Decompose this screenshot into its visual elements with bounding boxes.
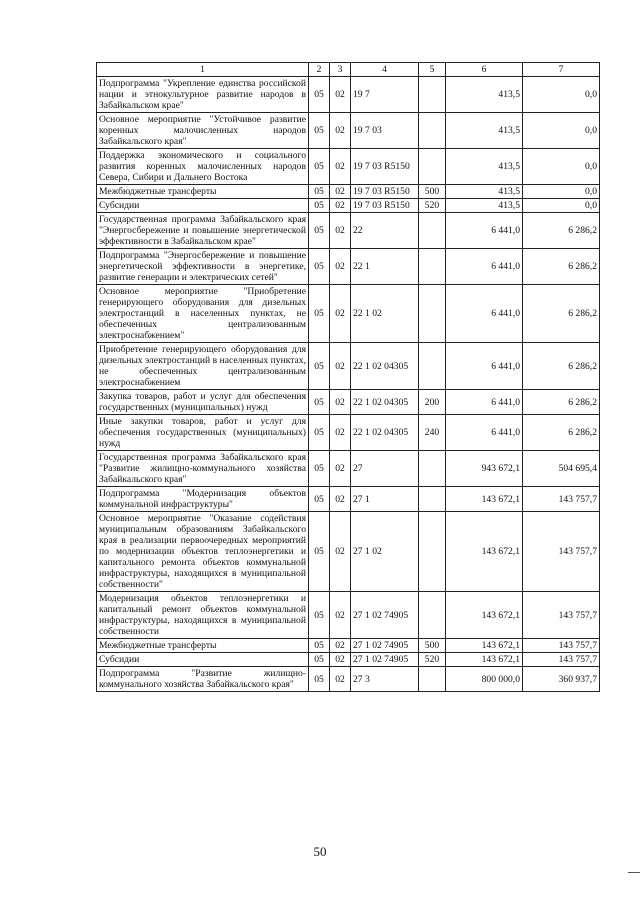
section-cell: 05 xyxy=(309,113,330,149)
section-cell: 05 xyxy=(309,653,330,667)
row-name-cell: Основное мероприятие "Оказание содействия муниципальным образованиям Забайкальского края в реализации первоочередных мероприятий по модернизации объектов теплоэнергетики и капитального ремонта объектов коммунальной инфраструктуры, находящихся в муниципальной собственности" xyxy=(97,512,309,592)
table-row xyxy=(97,512,600,592)
row-name-cell: Субсидии xyxy=(97,653,309,667)
table-row xyxy=(97,199,600,213)
target-article-cell: 27 1 02 74905 xyxy=(351,592,419,639)
amount-cell: 6 286,2 xyxy=(523,285,600,343)
expense-type-cell xyxy=(419,249,446,285)
expense-type-cell xyxy=(419,113,446,149)
target-article-cell: 27 1 02 xyxy=(351,512,419,592)
amount-cell: 0,0 xyxy=(523,199,600,213)
expense-type-cell xyxy=(419,512,446,592)
amount-cell: 6 286,2 xyxy=(523,415,600,451)
amount-cell: 800 000,0 xyxy=(446,667,523,692)
row-name-cell: Подпрограмма "Укрепление единства российской нации и этнокультурное развитие народов в Забайкальском крае" xyxy=(97,77,309,113)
target-article-cell: 27 1 02 74905 xyxy=(351,639,419,653)
row-name-cell: Субсидии xyxy=(97,199,309,213)
subsection-cell: 02 xyxy=(330,667,351,692)
row-name-cell: Межбюджетные трансферты xyxy=(97,639,309,653)
table-row xyxy=(97,487,600,512)
amount-cell: 6 441,0 xyxy=(446,343,523,390)
expense-type-cell: 200 xyxy=(419,390,446,415)
target-article-cell: 27 1 02 74905 xyxy=(351,653,419,667)
amount-cell: 413,5 xyxy=(446,185,523,199)
amount-cell: 413,5 xyxy=(446,149,523,185)
target-article-cell: 19 7 xyxy=(351,77,419,113)
amount-cell: 413,5 xyxy=(446,113,523,149)
target-article-cell: 19 7 03 R5150 xyxy=(351,149,419,185)
expense-type-cell: 500 xyxy=(419,185,446,199)
column-header: 7 xyxy=(523,63,600,77)
row-name-cell: Закупка товаров, работ и услуг для обеспечения государственных (муниципальных) нужд xyxy=(97,390,309,415)
subsection-cell: 02 xyxy=(330,149,351,185)
section-cell: 05 xyxy=(309,213,330,249)
edge-mark xyxy=(628,872,640,873)
amount-cell: 143 757,7 xyxy=(523,592,600,639)
table-row xyxy=(97,249,600,285)
section-cell: 05 xyxy=(309,343,330,390)
expense-type-cell xyxy=(419,149,446,185)
amount-cell: 0,0 xyxy=(523,77,600,113)
column-header: 1 xyxy=(97,63,309,77)
section-cell: 05 xyxy=(309,77,330,113)
section-cell: 05 xyxy=(309,185,330,199)
expense-type-cell xyxy=(419,213,446,249)
subsection-cell: 02 xyxy=(330,487,351,512)
row-name-cell: Государственная программа Забайкальского края "Энергосбережение и повышение энергетической эффективности в Забайкальском крае" xyxy=(97,213,309,249)
subsection-cell: 02 xyxy=(330,639,351,653)
expense-type-cell xyxy=(419,487,446,512)
amount-cell: 6 286,2 xyxy=(523,390,600,415)
subsection-cell: 02 xyxy=(330,451,351,487)
amount-cell: 143 757,7 xyxy=(523,639,600,653)
section-cell: 05 xyxy=(309,149,330,185)
column-header: 3 xyxy=(330,63,351,77)
target-article-cell: 27 3 xyxy=(351,667,419,692)
amount-cell: 0,0 xyxy=(523,113,600,149)
subsection-cell: 02 xyxy=(330,343,351,390)
column-header: 5 xyxy=(419,63,446,77)
section-cell: 05 xyxy=(309,415,330,451)
amount-cell: 0,0 xyxy=(523,185,600,199)
row-name-cell: Государственная программа Забайкальского края "Развитие жилищно-коммунального хозяйства Забайкальского края" xyxy=(97,451,309,487)
amount-cell: 143 672,1 xyxy=(446,512,523,592)
section-cell: 05 xyxy=(309,451,330,487)
target-article-cell: 22 1 02 04305 xyxy=(351,415,419,451)
subsection-cell: 02 xyxy=(330,199,351,213)
target-article-cell: 22 1 02 04305 xyxy=(351,343,419,390)
table-row xyxy=(97,639,600,653)
amount-cell: 6 441,0 xyxy=(446,249,523,285)
amount-cell: 6 441,0 xyxy=(446,285,523,343)
section-cell: 05 xyxy=(309,512,330,592)
row-name-cell: Модернизация объектов теплоэнергетики и капитальный ремонт объектов коммунальной инфраструктуры, находящихся в муниципальной собственности xyxy=(97,592,309,639)
amount-cell: 0,0 xyxy=(523,149,600,185)
target-article-cell: 27 xyxy=(351,451,419,487)
amount-cell: 143 672,1 xyxy=(446,653,523,667)
amount-cell: 6 286,2 xyxy=(523,213,600,249)
row-name-cell: Подпрограмма "Энергосбережение и повышение энергетической эффективности в энергетике, развитие генерации и электрических сетей" xyxy=(97,249,309,285)
row-name-cell: Подпрограмма "Модернизация объектов коммунальной инфраструктуры" xyxy=(97,487,309,512)
expense-type-cell xyxy=(419,343,446,390)
target-article-cell: 19 7 03 R5150 xyxy=(351,185,419,199)
row-name-cell: Поддержка экономического и социального развития коренных малочисленных народов Севера, Сибири и Дальнего Востока xyxy=(97,149,309,185)
target-article-cell: 22 1 02 04305 xyxy=(351,390,419,415)
target-article-cell: 19 7 03 xyxy=(351,113,419,149)
row-name-cell: Межбюджетные трансферты xyxy=(97,185,309,199)
table-body xyxy=(97,77,600,692)
target-article-cell: 27 1 xyxy=(351,487,419,512)
subsection-cell: 02 xyxy=(330,213,351,249)
table-row xyxy=(97,415,600,451)
target-article-cell: 19 7 03 R5150 xyxy=(351,199,419,213)
subsection-cell: 02 xyxy=(330,285,351,343)
row-name-cell: Основное мероприятие "Приобретение генерирующего оборудования для дизельных электростанций в населенных пунктах, не обеспеченных централизованным электроснабжением" xyxy=(97,285,309,343)
amount-cell: 6 441,0 xyxy=(446,390,523,415)
budget-table xyxy=(96,62,600,692)
section-cell: 05 xyxy=(309,667,330,692)
table-row xyxy=(97,343,600,390)
section-cell: 05 xyxy=(309,639,330,653)
table-row xyxy=(97,113,600,149)
subsection-cell: 02 xyxy=(330,390,351,415)
amount-cell: 143 672,1 xyxy=(446,592,523,639)
amount-cell: 143 757,7 xyxy=(523,512,600,592)
expense-type-cell xyxy=(419,667,446,692)
expense-type-cell: 500 xyxy=(419,639,446,653)
expense-type-cell xyxy=(419,77,446,113)
section-cell: 05 xyxy=(309,390,330,415)
row-name-cell: Подпрограмма "Развитие жилищно-коммунального хозяйства Забайкальского края" xyxy=(97,667,309,692)
amount-cell: 143 757,7 xyxy=(523,487,600,512)
table-header-row xyxy=(97,63,600,77)
amount-cell: 143 672,1 xyxy=(446,639,523,653)
expense-type-cell: 240 xyxy=(419,415,446,451)
amount-cell: 6 286,2 xyxy=(523,343,600,390)
table-row xyxy=(97,185,600,199)
subsection-cell: 02 xyxy=(330,249,351,285)
target-article-cell: 22 1 02 xyxy=(351,285,419,343)
subsection-cell: 02 xyxy=(330,113,351,149)
expense-type-cell: 520 xyxy=(419,199,446,213)
amount-cell: 143 672,1 xyxy=(446,487,523,512)
amount-cell: 504 695,4 xyxy=(523,451,600,487)
amount-cell: 360 937,7 xyxy=(523,667,600,692)
column-header: 2 xyxy=(309,63,330,77)
row-name-cell: Основное мероприятие "Устойчивое развитие коренных малочисленных народов Забайкальского края" xyxy=(97,113,309,149)
section-cell: 05 xyxy=(309,487,330,512)
section-cell: 05 xyxy=(309,592,330,639)
table-row xyxy=(97,390,600,415)
subsection-cell: 02 xyxy=(330,512,351,592)
column-header: 4 xyxy=(351,63,419,77)
amount-cell: 6 286,2 xyxy=(523,249,600,285)
expense-type-cell xyxy=(419,592,446,639)
subsection-cell: 02 xyxy=(330,185,351,199)
expense-type-cell: 520 xyxy=(419,653,446,667)
row-name-cell: Иные закупки товаров, работ и услуг для обеспечения государственных (муниципальных) нужд xyxy=(97,415,309,451)
amount-cell: 6 441,0 xyxy=(446,213,523,249)
amount-cell: 943 672,1 xyxy=(446,451,523,487)
table-row xyxy=(97,285,600,343)
subsection-cell: 02 xyxy=(330,592,351,639)
target-article-cell: 22 1 xyxy=(351,249,419,285)
expense-type-cell xyxy=(419,285,446,343)
amount-cell: 413,5 xyxy=(446,199,523,213)
table-row xyxy=(97,77,600,113)
table-row xyxy=(97,149,600,185)
table-row xyxy=(97,451,600,487)
subsection-cell: 02 xyxy=(330,653,351,667)
section-cell: 05 xyxy=(309,285,330,343)
section-cell: 05 xyxy=(309,199,330,213)
table-row xyxy=(97,592,600,639)
amount-cell: 143 757,7 xyxy=(523,653,600,667)
target-article-cell: 22 xyxy=(351,213,419,249)
subsection-cell: 02 xyxy=(330,415,351,451)
table-row xyxy=(97,213,600,249)
column-header: 6 xyxy=(446,63,523,77)
expense-type-cell xyxy=(419,451,446,487)
section-cell: 05 xyxy=(309,249,330,285)
page-number: 50 xyxy=(313,844,327,859)
table-row xyxy=(97,653,600,667)
row-name-cell: Приобретение генерирующего оборудования для дизельных электростанций в населенных пунктах, не обеспеченных централизованным электроснабжением xyxy=(97,343,309,390)
amount-cell: 6 441,0 xyxy=(446,415,523,451)
table-row xyxy=(97,667,600,692)
subsection-cell: 02 xyxy=(330,77,351,113)
amount-cell: 413,5 xyxy=(446,77,523,113)
